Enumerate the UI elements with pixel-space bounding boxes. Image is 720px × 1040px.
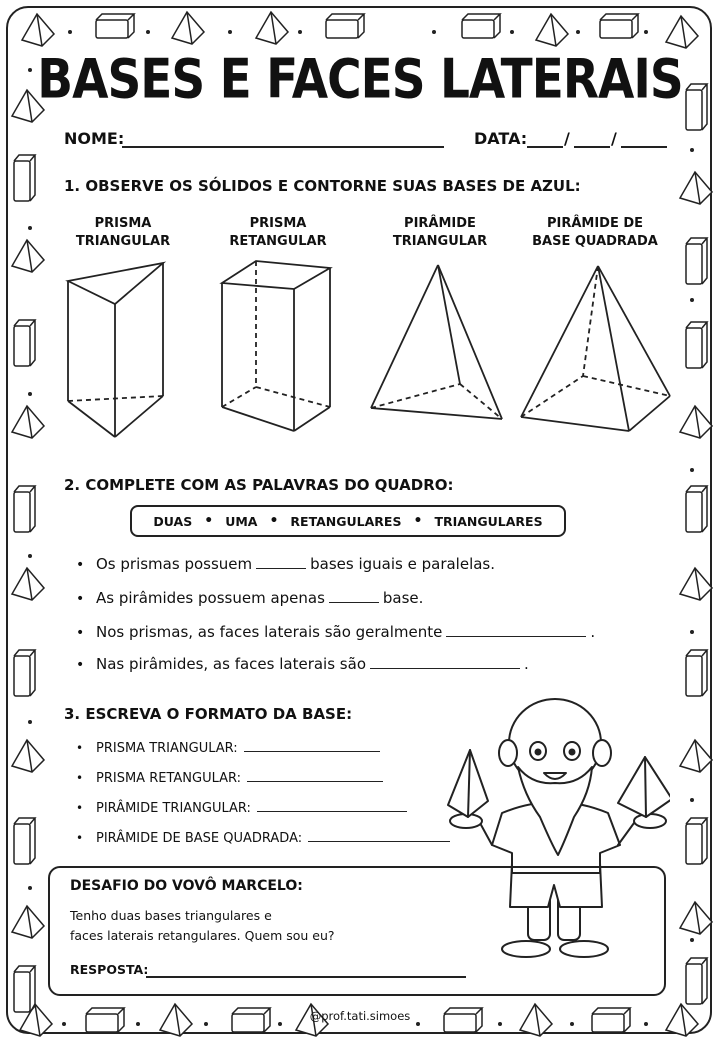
solids-drawings <box>0 0 720 460</box>
blank-field[interactable] <box>256 554 306 569</box>
word-triangulares: TRIANGULARES <box>434 513 543 529</box>
separator-dot: • <box>413 513 423 529</box>
separator-dot: • <box>204 513 214 529</box>
solid-label-triangular-pyramid: PIRÂMIDE TRIANGULAR <box>392 216 488 249</box>
author-credit: @prof.tati.simoes <box>309 1009 411 1023</box>
rectangular-prism-drawing[interactable] <box>222 261 330 431</box>
sentence-2: • As pirâmides possuem apenas base. <box>76 589 424 607</box>
answer-field[interactable] <box>146 976 466 978</box>
section2-heading: 2. COMPLETE COM AS PALAVRAS DO QUADRO: <box>64 476 454 494</box>
sentence-3: • Nos prismas, as faces laterais são geralmente . <box>76 623 596 641</box>
separator-dot: • <box>269 513 279 529</box>
sentence-4: • Nas pirâmides, as faces laterais são . <box>76 655 529 673</box>
base-item-2: • PRISMA RETANGULAR: <box>76 767 387 786</box>
blank-field[interactable] <box>370 654 520 669</box>
word-retangulares: RETANGULARES <box>290 513 402 529</box>
date-label: DATA: <box>474 129 528 148</box>
solid-label-triangular-prism: PRISMA TRIANGULAR <box>75 216 171 249</box>
challenge-title: DESAFIO DO VOVÔ MARCELO: <box>70 878 303 894</box>
challenge-box <box>48 866 666 996</box>
answer-field[interactable] <box>308 827 450 842</box>
page-title: BASES E FACES LATERAIS <box>37 47 683 112</box>
date-slash: / <box>564 129 570 148</box>
answer-field[interactable] <box>257 797 407 812</box>
word-bank <box>130 505 566 537</box>
answer-label: RESPOSTA: <box>70 962 149 977</box>
section3-heading: 3. ESCREVA O FORMATO DA BASE: <box>64 705 353 723</box>
sentence-1: • Os prismas possuem bases iguais e paralelas. <box>76 555 496 573</box>
date-slash: / <box>611 129 617 148</box>
challenge-question: Tenho duas bases triangulares e faces laterais retangulares. Quem sou eu? <box>70 908 335 943</box>
base-item-4: • PIRÂMIDE DE BASE QUADRADA: <box>76 827 454 846</box>
answer-field[interactable] <box>247 767 383 782</box>
word-uma: UMA <box>225 513 258 529</box>
base-item-1: • PRISMA TRIANGULAR: <box>76 737 384 756</box>
blank-field[interactable] <box>446 622 586 637</box>
blank-field[interactable] <box>329 588 379 603</box>
section1-heading: 1. OBSERVE OS SÓLIDOS E CONTORNE SUAS BASES DE AZUL: <box>64 177 581 195</box>
triangular-pyramid-drawing[interactable] <box>371 265 502 419</box>
name-label: NOME: <box>64 129 125 148</box>
base-item-3: • PIRÂMIDE TRIANGULAR: <box>76 797 411 816</box>
solid-label-rectangular-prism: PRISMA RETANGULAR <box>229 216 327 249</box>
answer-field[interactable] <box>244 737 380 752</box>
triangular-prism-drawing[interactable] <box>68 263 163 437</box>
word-duas: DUAS <box>153 513 193 529</box>
square-pyramid-drawing[interactable] <box>521 266 670 431</box>
solid-label-square-pyramid: PIRÂMIDE DE BASE QUADRADA <box>532 216 658 249</box>
